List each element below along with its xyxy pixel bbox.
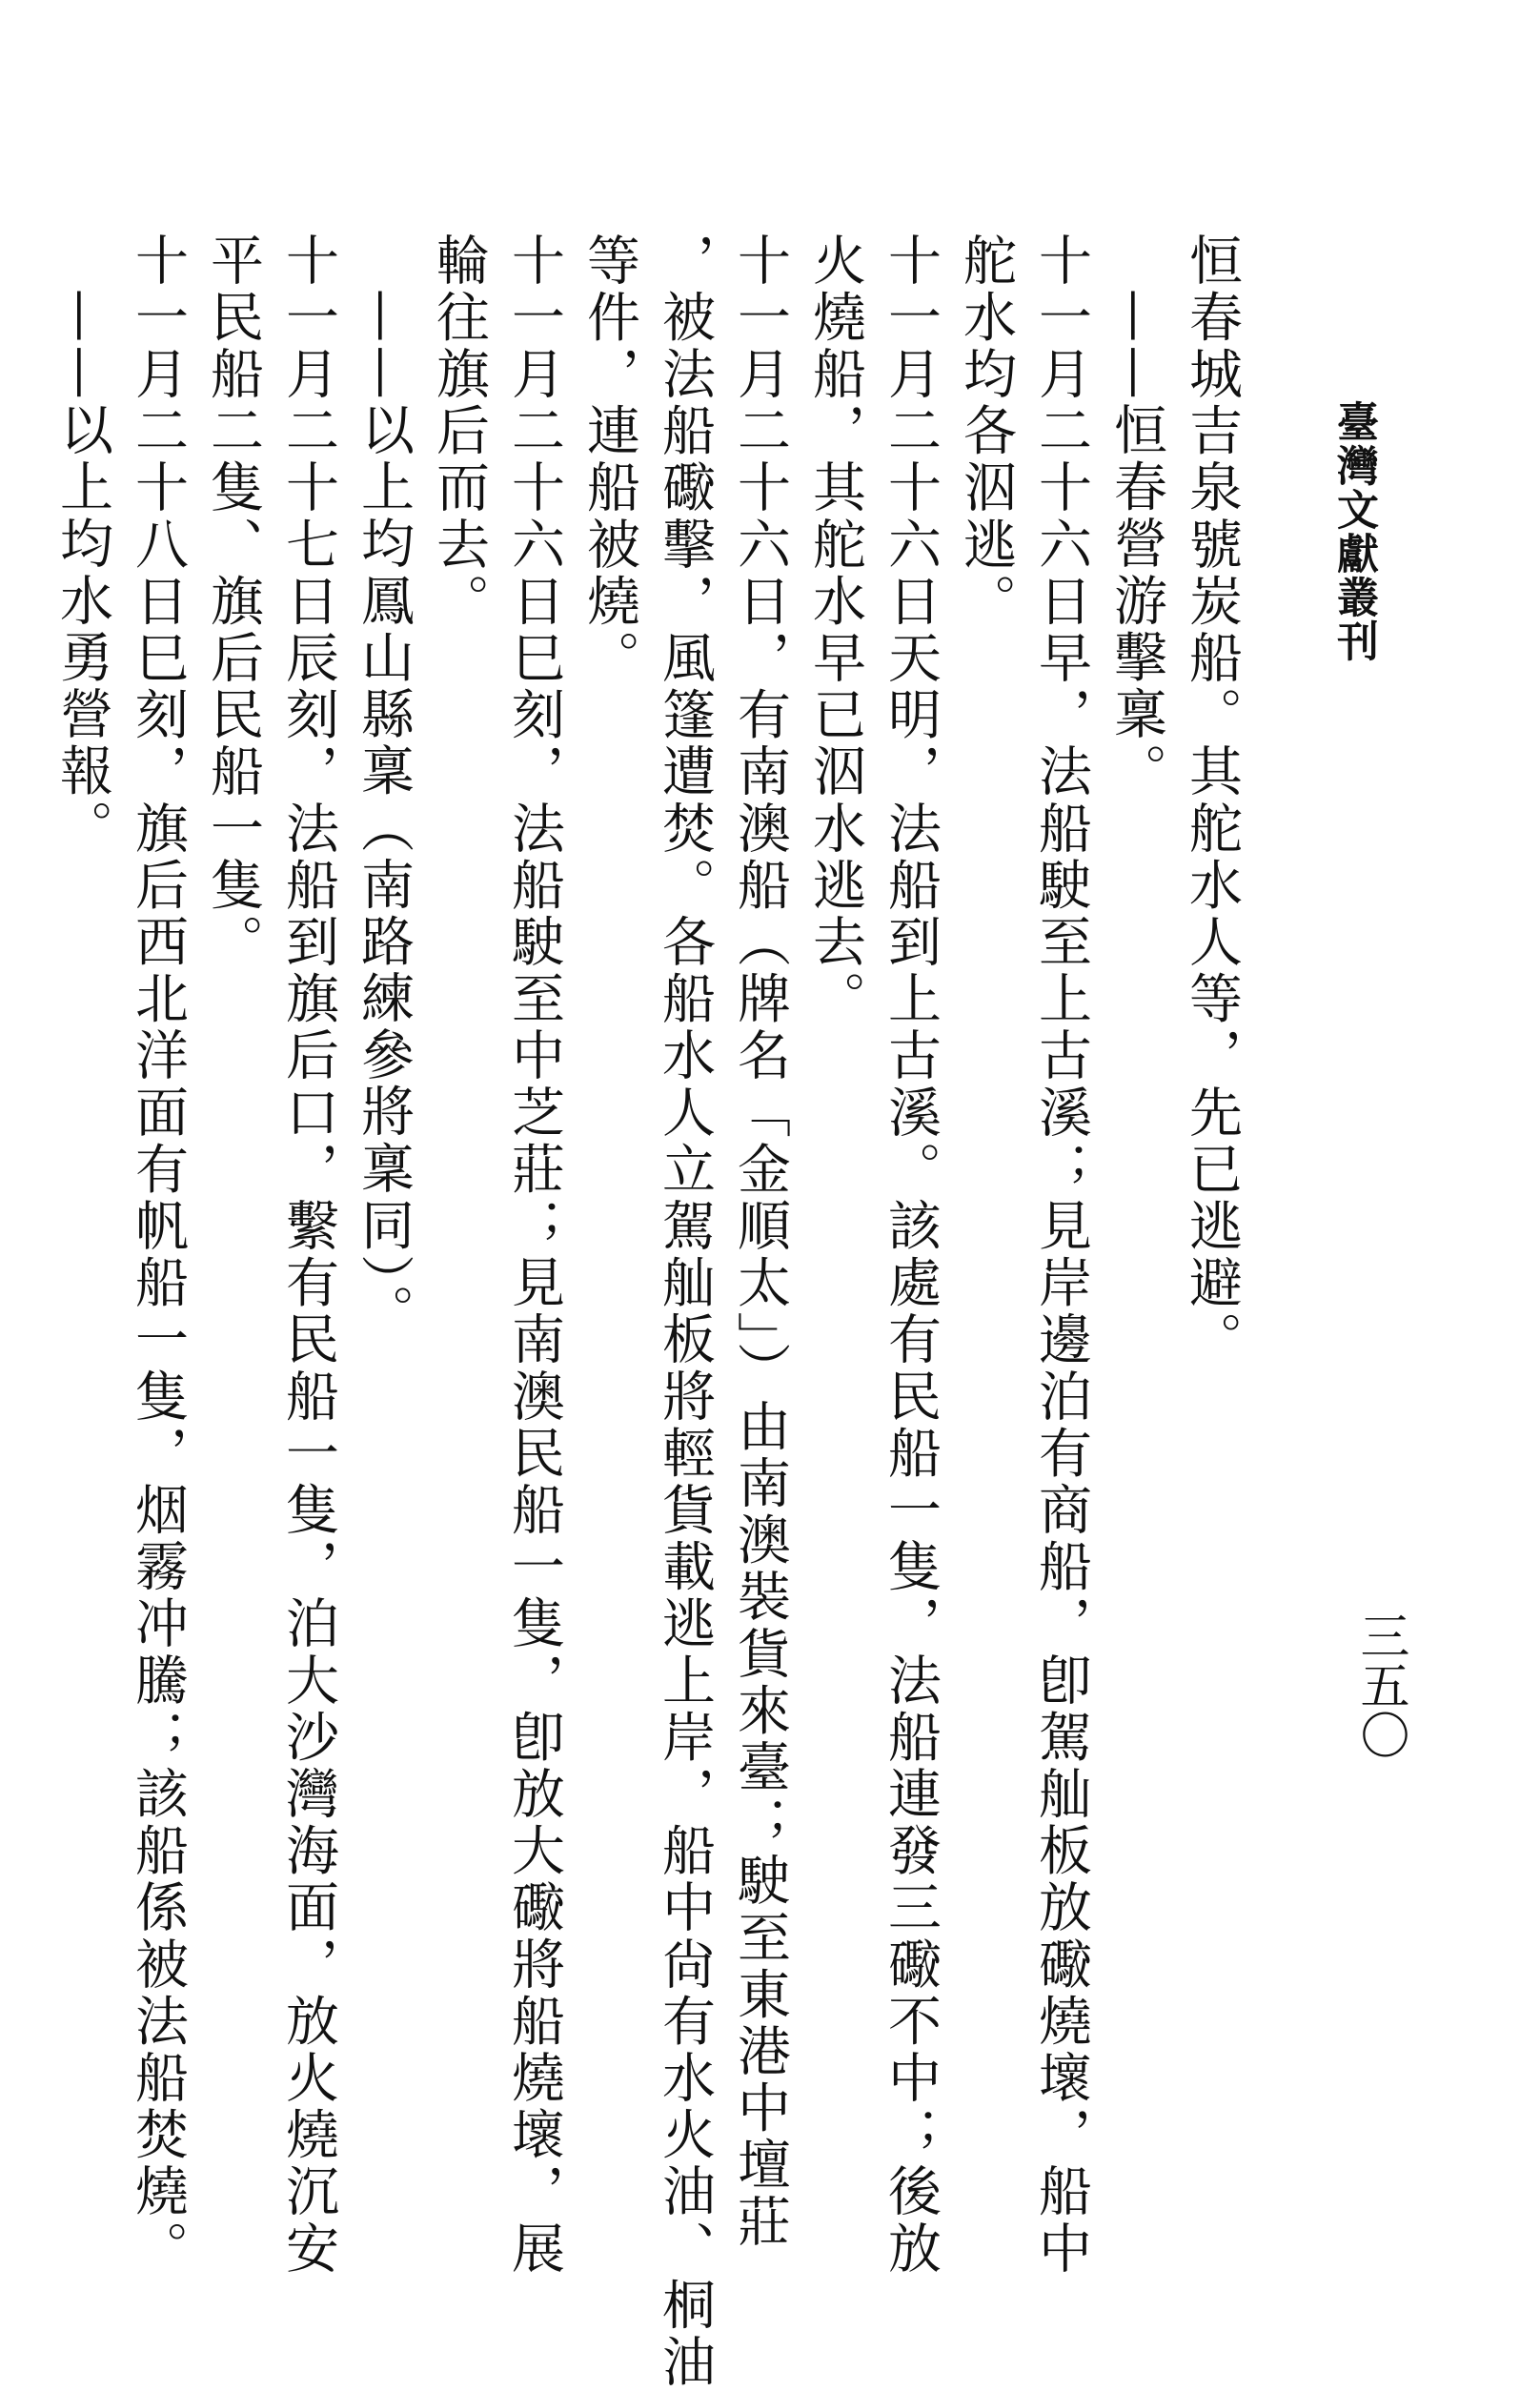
text-column: 舵水均各泅逃。 (955, 233, 1017, 631)
attribution-column: ——恒春營游擊稟。 (1105, 289, 1167, 800)
text-column: 十一月二十六日天明，法船到上古溪。該處有民船一隻，法船連發三礮不中；後放 (880, 233, 942, 2278)
attribution-column: ——以上均水勇營報。 (51, 289, 113, 857)
text-column: 十一月二十六日早，法船駛至上古溪；見岸邊泊有商船，卽駕舢板放礮燒壞，船中 (1030, 233, 1092, 2278)
text-column: 輪往旗后而去。 (428, 233, 490, 631)
text-column: 平民船二隻、旗后民船一隻。 (202, 233, 264, 971)
page-number: 三五〇 (1351, 1611, 1408, 1759)
text-column: ，被法船礮擊，風篷遭焚。各船水人立駕舢板將輕貨載逃上岸，船中尙有水火油、桐油 (654, 233, 716, 2391)
text-column: 十一月二十八日巳刻，旗后西北洋面有帆船一隻，烟霧冲騰；該船係被法船焚燒。 (127, 233, 189, 2278)
text-column: 恒春城吉泉號炭船。其舵水人等，先已逃避。 (1181, 233, 1243, 1368)
text-column: 等件，連船被燒。 (578, 233, 640, 687)
body-text-block (45, 176, 1249, 2391)
running-header-title: 臺灣文獻叢刊 (1329, 400, 1378, 663)
text-column: 十一月二十六日巳刻，法船駛至中芝莊；見南澳民船一隻，卽放大礮將船燒壞，展 (503, 233, 565, 2278)
text-column: 十一月二十七日辰刻，法船到旗后口，繫有民船一隻，泊大沙灣海面，放火燒沉安 (277, 233, 339, 2278)
text-column: 十一月二十六日，有南澳船（牌名「金順太」）由南澳裝貨來臺；駛至東港中壇莊 (729, 233, 791, 2251)
text-column: 火燒船，其舵水早已泅水逃去。 (804, 233, 866, 1028)
attribution-column: ——以上均鳳山縣稟（南路練參將稟同）。 (353, 289, 415, 1342)
